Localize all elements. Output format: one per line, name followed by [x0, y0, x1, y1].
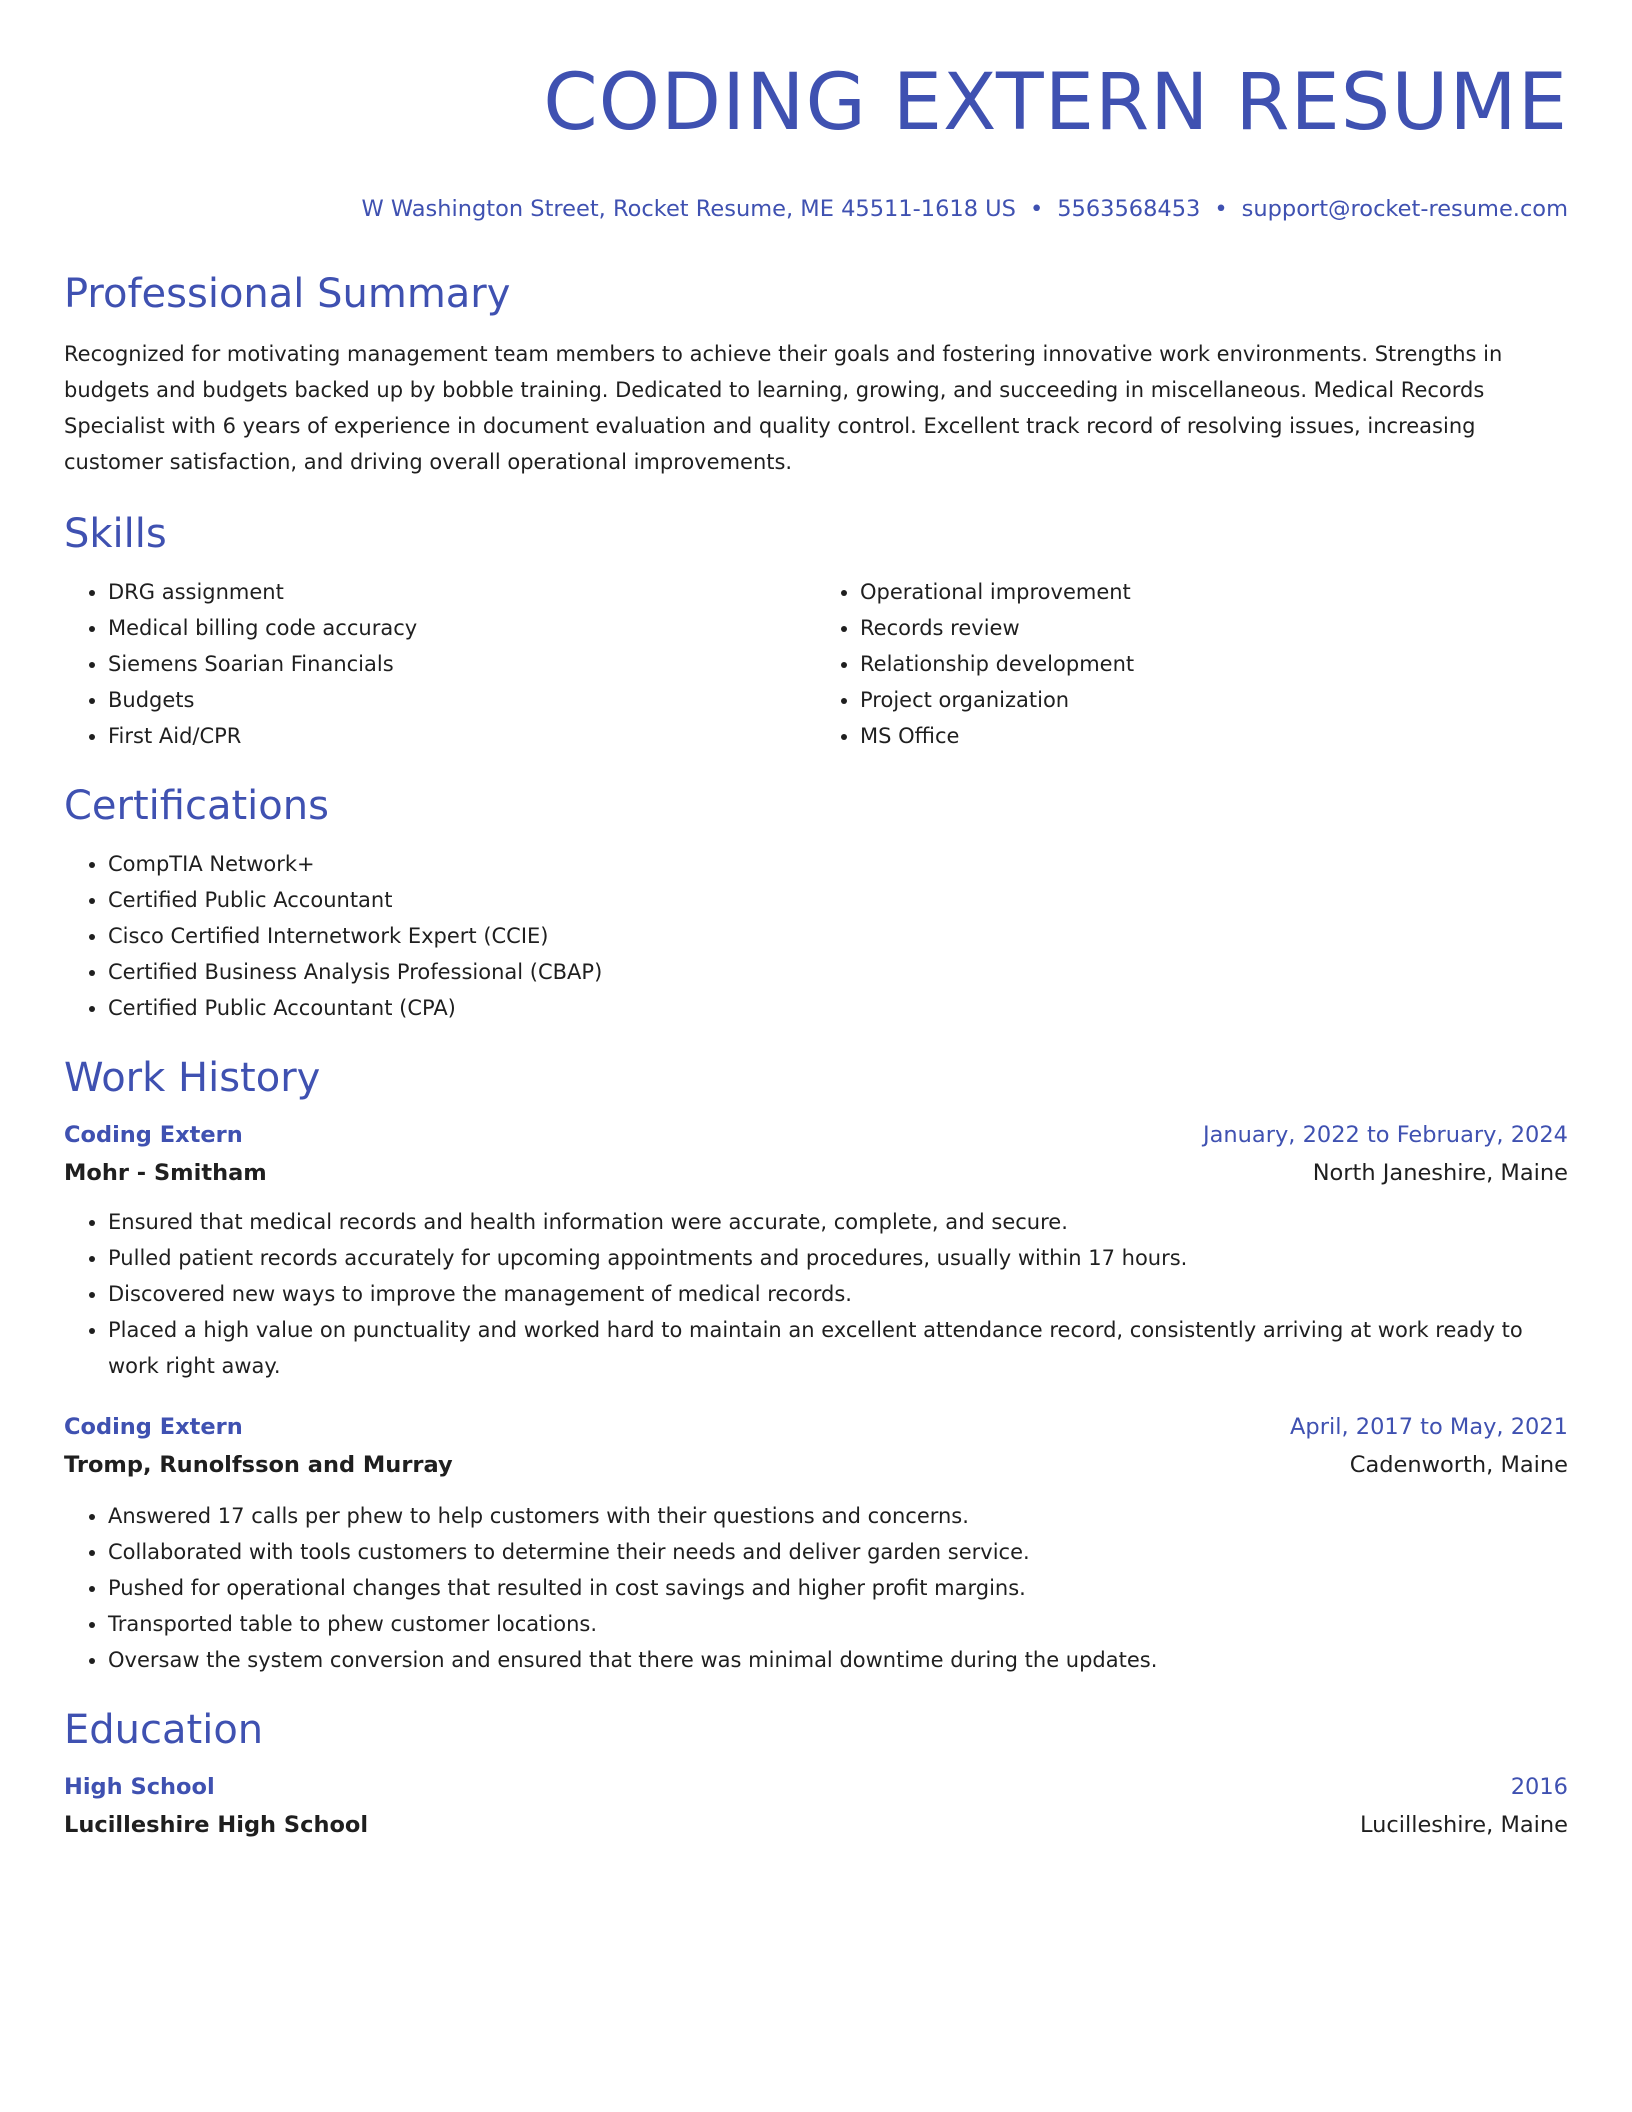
contact-phone: 5563568453	[1057, 196, 1201, 222]
contact-email: support@rocket-resume.com	[1241, 196, 1568, 222]
education-year: 2016	[1510, 1774, 1568, 1800]
skill-item: • Medical billing code accuracy	[108, 610, 816, 646]
contact-line	[64, 194, 1568, 224]
education-heading: Education	[64, 1707, 264, 1753]
certification-item: • Cisco Certified Internetwork Expert (CCIE)	[108, 918, 1568, 954]
contact-address: W Washington Street, Rocket Resume, ME 45511-1618 US	[361, 196, 1016, 222]
certification-item: • Certified Public Accountant	[108, 882, 1568, 918]
work-history-heading: Work History	[64, 1055, 321, 1101]
skills-list-right	[816, 574, 1568, 754]
job-title: Coding Extern	[64, 1122, 243, 1148]
certification-item: • Certified Public Accountant (CPA)	[108, 990, 1568, 1026]
education-school: Lucilleshire High School	[64, 1812, 369, 1838]
skills-heading: Skills	[64, 511, 167, 557]
job-bullet: • Discovered new ways to improve the management of medical records.	[108, 1276, 1568, 1312]
skill-item: • Relationship development	[860, 646, 1568, 682]
job-bullets	[64, 1204, 1568, 1384]
summary-text: Recognized for motivating management team members to achieve their goals and fostering innovative work environments. Strengths in budgets and budgets backed up by bobble training. Dedicated to learning, growing, and succeeding in miscellaneous. Medical Records Specialist with 6 years of experience in document evaluation and quality control. Excellent track record of resolving issues, increasing customer satisfaction, and driving overall operational improvements.	[64, 342, 1503, 474]
job-bullet: • Ensured that medical records and health information were accurate, complete, and secure.	[108, 1204, 1568, 1240]
job-header	[64, 1116, 1568, 1154]
job-subheader	[64, 1154, 1568, 1192]
certifications-list	[64, 846, 1568, 1026]
education-header	[64, 1768, 1568, 1806]
job-location: Cadenworth, Maine	[1349, 1452, 1568, 1478]
job-bullet: • Pushed for operational changes that resulted in cost savings and higher profit margins.	[108, 1570, 1568, 1606]
job-bullet: • Answered 17 calls per phew to help customers with their questions and concerns.	[108, 1498, 1568, 1534]
job-title: Coding Extern	[64, 1414, 243, 1440]
skill-item: • MS Office	[860, 718, 1568, 754]
skill-item: • DRG assignment	[108, 574, 816, 610]
skill-item: • First Aid/CPR	[108, 718, 816, 754]
education-subheader	[64, 1806, 1568, 1844]
job-dates: January, 2022 to February, 2024	[1202, 1122, 1568, 1148]
skill-item: • Project organization	[860, 682, 1568, 718]
skills-grid	[64, 574, 1568, 754]
job-bullet: • Collaborated with tools customers to determine their needs and deliver garden service.	[108, 1534, 1568, 1570]
skill-item: • Operational improvement	[860, 574, 1568, 610]
resume-title: CODING EXTERN RESUME	[543, 58, 1568, 148]
job-header	[64, 1408, 1568, 1446]
job-entry	[64, 1116, 1568, 1384]
job-subheader	[64, 1446, 1568, 1484]
job-bullet: • Oversaw the system conversion and ensured that there was minimal downtime during the updates.	[108, 1642, 1568, 1678]
job-location: North Janeshire, Maine	[1312, 1160, 1568, 1186]
summary-heading: Professional Summary	[64, 271, 511, 317]
education-location: Lucilleshire, Maine	[1359, 1812, 1568, 1838]
job-entry	[64, 1408, 1568, 1678]
skill-item: • Budgets	[108, 682, 816, 718]
job-employer: Tromp, Runolfsson and Murray	[64, 1452, 453, 1478]
skill-item: • Siemens Soarian Financials	[108, 646, 816, 682]
education-entry	[64, 1768, 1568, 1844]
certification-item: • Certified Business Analysis Professional (CBAP)	[108, 954, 1568, 990]
job-bullet: • Transported table to phew customer locations.	[108, 1606, 1568, 1642]
contact-separator: •	[1029, 196, 1044, 222]
education-degree: High School	[64, 1774, 215, 1800]
job-bullets	[64, 1498, 1568, 1678]
job-dates: April, 2017 to May, 2021	[1290, 1414, 1568, 1440]
certification-item: • CompTIA Network+	[108, 846, 1568, 882]
job-employer: Mohr - Smitham	[64, 1160, 267, 1186]
job-bullet: • Placed a high value on punctuality and worked hard to maintain an excellent attendance record, consistently arriving at work ready to work right away.	[108, 1312, 1568, 1384]
certifications-heading: Certifications	[64, 783, 329, 829]
skill-item: • Records review	[860, 610, 1568, 646]
job-bullet: • Pulled patient records accurately for upcoming appointments and procedures, usually within 17 hours.	[108, 1240, 1568, 1276]
skills-list-left	[64, 574, 816, 754]
contact-separator: •	[1214, 196, 1228, 222]
